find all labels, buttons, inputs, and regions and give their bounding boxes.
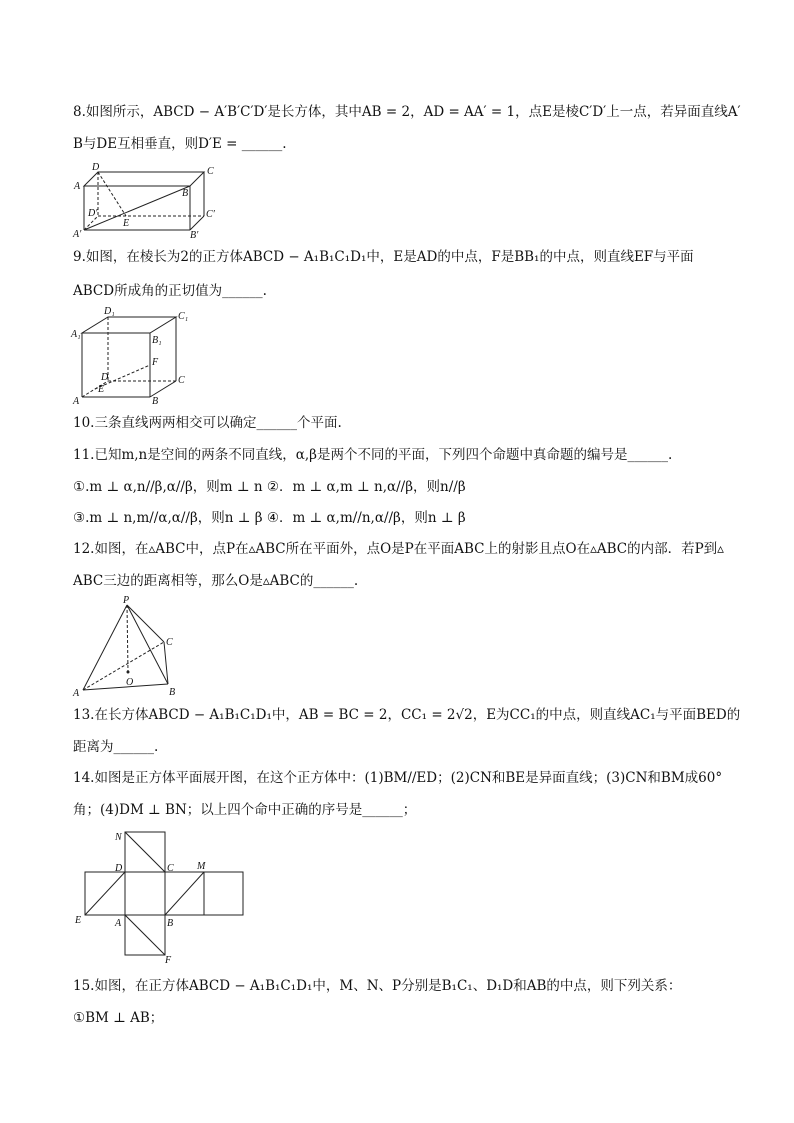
problem-8-line-2: B与DE互相垂直，则D′E = ______. <box>73 136 287 152</box>
label-C1: C₁ <box>178 311 189 322</box>
figure-14-cube-net <box>70 828 250 963</box>
problem-9-line-2: ABCD所成角的正切值为______. <box>73 283 267 299</box>
label-B: B <box>167 918 174 929</box>
problem-15-line-1: 15.如图，在正方体ABCD − A₁B₁C₁D₁中，M、N、P分别是B₁C₁、D₁D和AB的中点，则下列关系： <box>73 978 682 994</box>
problem-11-line-1: 11.已知m,n是空间的两条不同直线，α,β是两个不同的平面，下列四个命题中真命题的编号是______. <box>73 447 673 463</box>
problem-15-line-2: ①BM ⊥ AB； <box>73 1010 164 1026</box>
label-B: B <box>152 396 159 405</box>
label-A: A <box>73 688 80 699</box>
label-B: B <box>182 188 189 199</box>
problem-11-option-1-2: ①.m ⊥ α,n//β,α//β，则m ⊥ n ②．m ⊥ α,m ⊥ n,α//β，则n//β <box>73 479 466 495</box>
label-D-prime: D′ <box>88 208 98 219</box>
figure-12-pyramid <box>70 592 190 700</box>
label-E: E <box>123 218 130 229</box>
figure-9-cube <box>70 305 200 405</box>
problem-14-line-2: 角；(4)DM ⊥ BN；以上四个命中正确的序号是______； <box>73 802 417 818</box>
label-B: B <box>169 687 176 698</box>
label-D1: D₁ <box>104 306 115 317</box>
label-D: D <box>92 162 100 173</box>
label-M: M <box>197 861 206 872</box>
label-A-prime: A′ <box>73 229 82 240</box>
problem-12-line-2: ABC三边的距离相等，那么O是▵ABC的______. <box>73 573 359 589</box>
label-F: F <box>165 955 172 963</box>
problem-13-line-1: 13.在长方体ABCD − A₁B₁C₁D₁中，AB = BC = 2，CC₁ = 2√2，E为CC₁的中点，则直线AC₁与平面BED的 <box>73 707 741 723</box>
label-C: C <box>207 166 214 177</box>
label-C: C <box>178 375 185 386</box>
problem-10-line-1: 10.三条直线两两相交可以确定______个平面. <box>73 415 342 431</box>
label-E: E <box>75 915 82 926</box>
label-A: A <box>73 396 80 405</box>
label-D: D <box>101 372 109 383</box>
label-C-prime: C′ <box>206 209 215 220</box>
label-E: E <box>98 384 105 395</box>
problem-12-line-1: 12.如图，在▵ABC中，点P在▵ABC所在平面外，点O是P在平面ABC上的射影且点O在▵ABC的内部．若P到▵ <box>73 541 724 557</box>
problem-9-line-1: 9.如图，在棱长为2的正方体ABCD − A₁B₁C₁D₁中，E是AD的中点，F是BB₁的中点，则直线EF与平面 <box>73 249 694 265</box>
problem-11-option-3-4: ③.m ⊥ n,m//α,α//β，则n ⊥ β ④．m ⊥ α,m//n,α//β，则n ⊥ β <box>73 510 466 526</box>
problem-8-line-1: 8.如图所示，ABCD − A′B′C′D′是长方体，其中AB = 2，AD = AA′ = 1，点E是棱C′D′上一点，若异面直线A′ <box>73 104 741 120</box>
figure-8-cuboid <box>70 160 220 240</box>
label-D: D <box>115 863 123 874</box>
problem-14-line-1: 14.如图是正方体平面展开图，在这个正方体中：(1)BM//ED；(2)CN和BE是异面直线；(3)CN和BM成60° <box>73 770 723 786</box>
label-C: C <box>167 863 174 874</box>
label-F: F <box>152 357 159 368</box>
label-A: A <box>115 918 122 929</box>
label-P: P <box>123 595 130 606</box>
label-C: C <box>166 637 173 648</box>
problem-13-line-2: 距离为______. <box>73 739 159 755</box>
label-B1: B₁ <box>152 335 162 346</box>
label-N: N <box>115 832 122 843</box>
label-A1: A₁ <box>71 329 81 340</box>
label-B-prime: B′ <box>190 230 199 240</box>
label-A: A <box>74 181 81 192</box>
label-O: O <box>126 677 134 688</box>
